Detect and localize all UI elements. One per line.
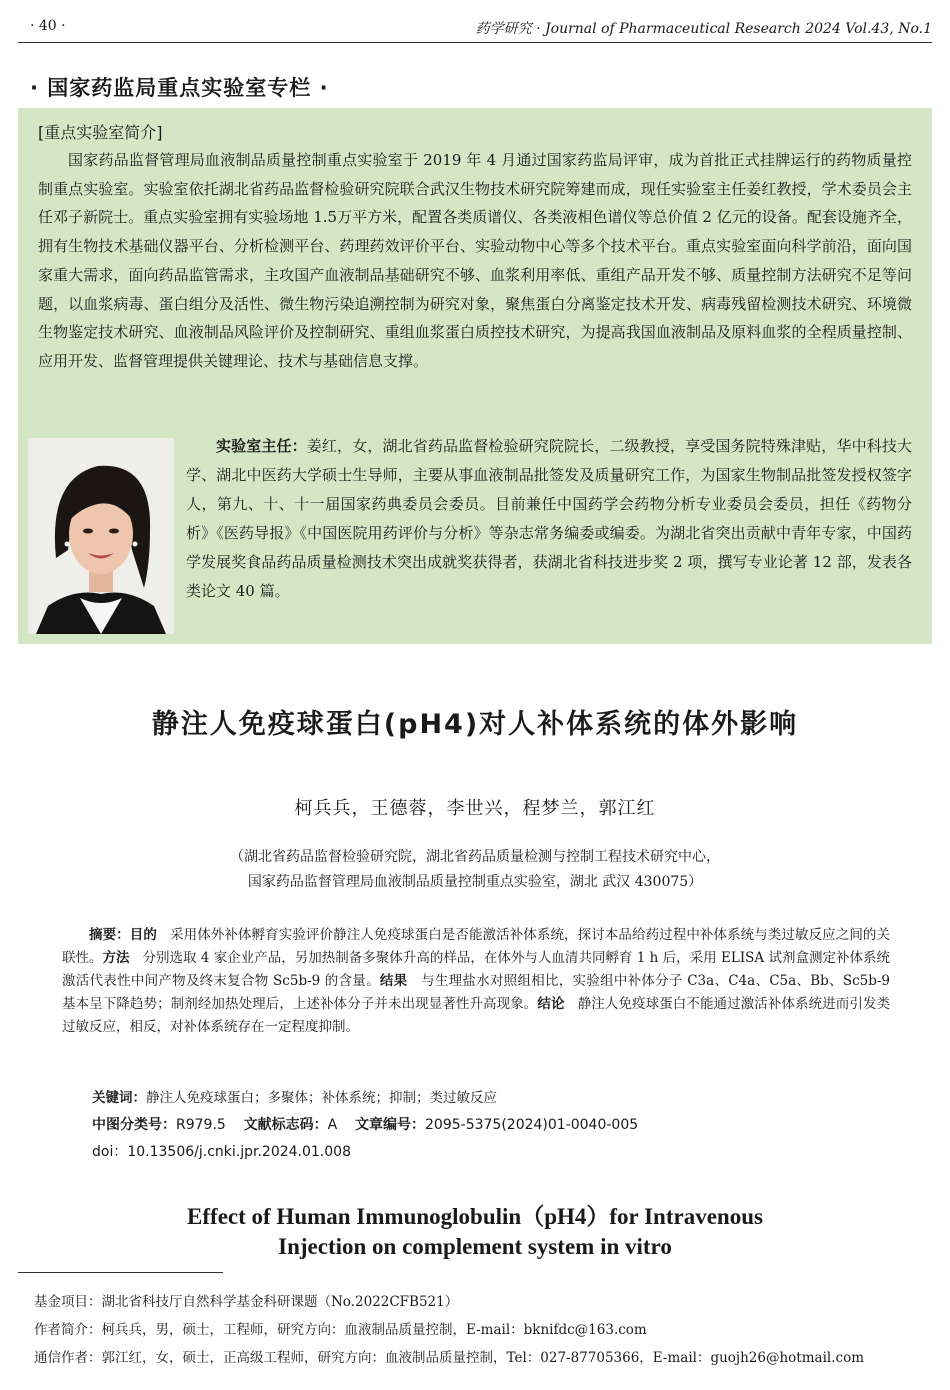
article-title-en-line-1: Effect of Human Immunoglobulin（pH4）for Intravenous [187,1204,763,1229]
article-no-label: 文章编号： [355,1117,426,1133]
director-label: 实验室主任： [216,437,307,455]
director-bio [186,432,912,606]
journal-running-head: 药学研究 · Journal of Pharmaceutical Research 2024 Vol.43, No.1 [475,21,932,37]
footnote-fund: 基金项目：湖北省科技厅自然科学基金科研课题（No.2022CFB521） [34,1294,459,1310]
footnote-rule [18,1272,223,1273]
doc-code-label: 文献标志码： [243,1117,328,1133]
doi-value[interactable]: 10.13506/j.cnki.jpr.2024.01.008 [127,1144,351,1160]
conclusion-text: 静注人免疫球蛋白不能通过激活补体系统进而引发类过敏反应，相反，对补体系统存在一定程度抑制。 [62,996,891,1035]
director-text: 姜红，女，湖北省药品监督检验研究院院长，二级教授，享受国务院特殊津贴，华中科技大学、湖北中医药大学硕士生导师，主要从事血液制品批签发及质量研究工作，为国家生物制品批签发授权签字人，第九、十、十一届国家药典委员会委员。目前兼任中国药学会药物分析专业委员会委员，担任《药物分析》《医药导报》《中国医院用药评价与分析》等杂志常务编委或编委。为湖北省突出贡献中青年专家，中国药学发展奖食品药品质量检测技术突出成就奖获得者，获湖北省科技进步奖 2 项，撰写专业论著 12 部，发表各类论文 40 篇。 [186,437,912,600]
page-number: · 40 · [30,18,66,34]
keywords-label: 关键词： [92,1090,146,1106]
results-text: 与生理盐水对照组相比，实验组中补体分子 C3a、C4a、C5a、Bb、Sc5b-9 基本呈下降趋势；制剂经加热处理后，上述补体分子并未出现显著性升高现象。 [62,973,891,1012]
director-photo [28,438,174,634]
keywords [92,1086,497,1106]
methods-text: 分别选取 4 家企业产品，另加热制备多聚体升高的样品，在体外与人血清共同孵育 1 h 后，采用 ELISA 试剂盒测定补体系统激活代表性中间产物及终末复合物 Sc5b-9 的含量。 [62,950,891,989]
results-label: 结果 [379,973,408,989]
article-no-value: 2095-5375(2024)01-0040-005 [425,1117,639,1133]
objective-text: 采用体外补体孵育实验评价静注人免疫球蛋白是否能激活补体系统，探讨本品给药过程中补体系统与类过敏反应之间的关联性。 [62,927,891,966]
doi-line [92,1141,351,1161]
methods-label: 方法 [102,950,130,966]
article-title-en-line-2: Injection on complement system in vitro [278,1234,672,1259]
conclusion-label: 结论 [537,996,565,1012]
classification-line [92,1114,638,1134]
director-portrait-illustration [28,438,174,634]
lab-intro-heading: [重点实验室简介] [38,123,163,142]
header-rule [18,42,932,43]
objective-label: 目的 [129,927,157,943]
column-title: · 国家药监局重点实验室专栏 · [30,76,329,100]
affiliation-line-2: 国家药品监督管理局血液制品质量控制重点实验室，湖北 武汉 430075） [247,874,703,890]
lab-intro-text: 国家药品监督管理局血液制品质量控制重点实验室于 2019 年 4 月通过国家药监局评审，成为首批正式挂牌运行的药物质量控制重点实验室。实验室依托湖北省药品监督检验研究院联合武汉生物技术研究院筹建而成，现任实验室主任姜红教授，学术委员会主任邓子新院士。重点实验室拥有实验场地 1.5万平方米，配置各类质谱仪、各类液相色谱仪等总价值 2 亿元的设备。配套设施齐全，拥有生物技术基础仪器平台、分析检测平台、药理药效评价平台、实验动物中心等多个技术平台。重点实验室面向科学前沿，面向国家重大需求，面向药品监管需求，主攻国产血液制品基础研究不够、血浆利用率低、重组产品开发不够、质量控制方法研究不足等问题，以血浆病毒、蛋白组分及活性、微生物污染追溯控制为研究对象，聚焦蛋白分离鉴定技术开发、病毒残留检测技术研究、环境微生物鉴定技术研究、血液制品风险评价及控制研究、重组血浆蛋白质控技术研究，为提高我国血液制品及原料血浆的全程质量控制、应用开发、监督管理提供关键理论、技术与基础信息支撑。 [38,151,912,370]
abstract [62,924,890,1039]
clc-value: R979.5 [176,1117,226,1133]
footnote-author: 作者简介：柯兵兵，男，硕士，工程师，研究方向：血液制品质量控制，E-mail：bknifdc@163.com [34,1322,647,1338]
author-list: 柯兵兵，王德蓉，李世兴，程梦兰，郭江红 [294,798,656,819]
doc-code-value: A [327,1117,338,1133]
clc-label: 中图分类号： [92,1117,176,1133]
abstract-label: 摘要： [89,927,130,943]
footnote-corresponding: 通信作者：郭江红，女，硕士，正高级工程师，研究方向：血液制品质量控制，Tel：027-87705366，E-mail：guojh26@hotmail.com [34,1350,864,1366]
keywords-text: 静注人免疫球蛋白；多聚体；补体系统；抑制；类过敏反应 [146,1090,497,1106]
doi-label: doi： [92,1144,128,1160]
affiliation-line-1: （湖北省药品监督检验研究院，湖北省药品质量检测与控制工程技术研究中心， [230,849,720,865]
article-title-cn: 静注人免疫球蛋白(pH4)对人补体系统的体外影响 [151,709,799,740]
